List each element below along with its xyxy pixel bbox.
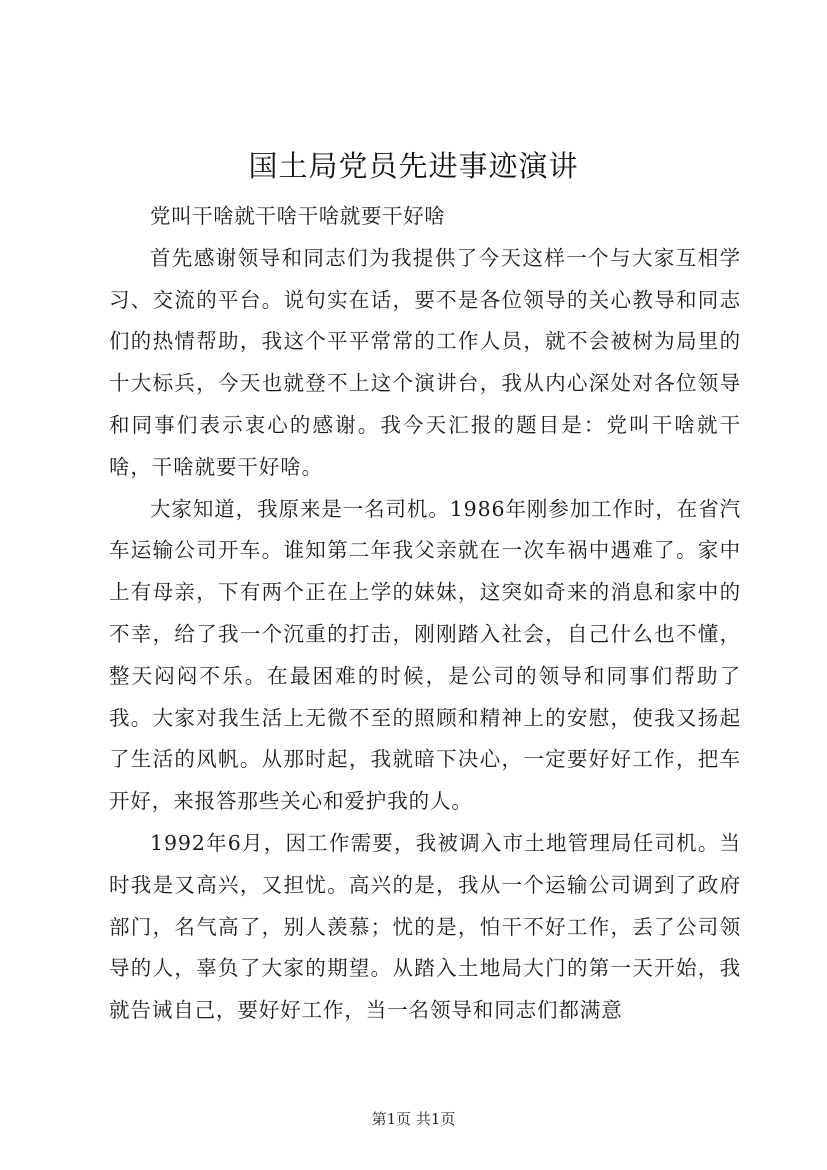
document-subtitle: 党叫干啥就干啥干啥就要干好啥 bbox=[150, 204, 446, 228]
paragraph-2: 大家知道，我原来是一名司机。1986年刚参加工作时，在省汽车运输公司开车。谁知第二年我父亲就在一次车祸中遇难了。家中上有母亲，下有两个正在上学的妹妹，这突如奇来的消息和家中的不幸，给了我一个沉重的打击，刚刚踏入社会，自己什么也不懂，整天闷闷不乐。在最困难的时候，是公司的领导和同事们帮助了我。大家对我生活上无微不至的照顾和精神上的安慰，使我又扬起了生活的风帆。从那时起，我就暗下决心，一定要好好工作，把车开好，来报答那些关心和爱护我的人。 bbox=[109, 496, 741, 814]
page-number: 第1页 共1页 bbox=[371, 1110, 456, 1128]
document-body bbox=[109, 196, 741, 1032]
paragraph-3: 1992年6月，因工作需要，我被调入市土地管理局任司机。当时我是又高兴，又担忧。高兴的是，我从一个运输公司调到了政府部门，名气高了，别人羡慕；忧的是，怕干不好工作，丢了公司领导的人，辜负了大家的期望。从踏入土地局大门的第一天开始，我就告诫自己，要好好工作，当一名领导和同志们都满意 bbox=[109, 830, 741, 1023]
document-title: 国土局党员先进事迹演讲 bbox=[248, 149, 579, 183]
paragraph-1: 首先感谢领导和同志们为我提供了今天这样一个与大家互相学习、交流的平台。说句实在话，要不是各位领导的关心教导和同志们的热情帮助，我这个平平常常的工作人员，就不会被树为局里的十大标兵，今天也就登不上这个演讲台，我从内心深处对各位领导和同事们表示衷心的感谢。我今天汇报的题目是：党叫干啥就干啥，干啥就要干好啥。 bbox=[109, 245, 741, 479]
page-footer bbox=[0, 1109, 827, 1129]
